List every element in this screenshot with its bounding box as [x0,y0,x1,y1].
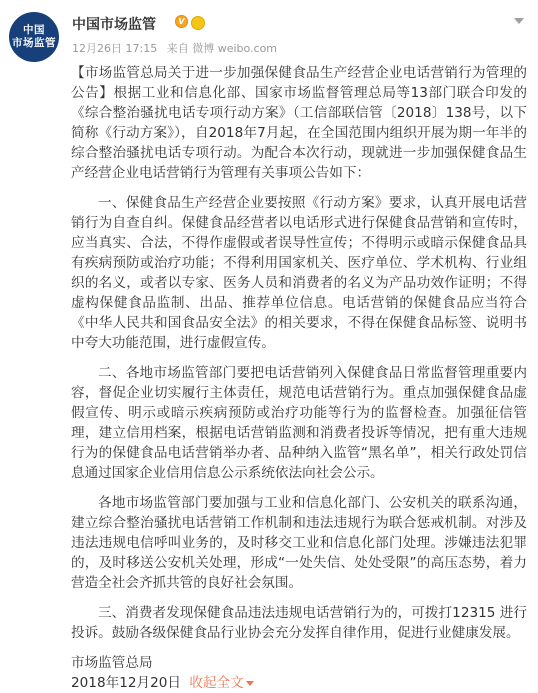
signature: 市场监管总局 [71,655,153,671]
post-content [71,63,527,693]
avatar-text-line2: 市场监管 [12,37,56,49]
member-smiley-icon[interactable] [191,16,205,30]
collapse-fulltext-label: 收起全文 [189,675,244,691]
signature-date: 2018年12月20日 [71,675,181,691]
collapse-fulltext-link[interactable] [189,675,253,691]
avatar-text-line1: 中国 [23,24,45,36]
post-header [0,0,538,62]
post-paragraph-4: 三、消费者发现保健食品违法违规电话营销行为的，可拨打12315 进行投诉。鼓励各级保健食品行业协会充分发挥自律作用，促进行业健康发展。 [71,605,527,641]
post-paragraph-intro: 【市场监管总局关于进一步加强保健食品生产经营企业电话营销行为管理的公告】根据工业和信息化部、国家市场监督管理总局等13部门联合印发的《综合整治骚扰电话专项行动方案》（工信部联信管〔2018〕138号，以下简称《行动方案》），自2018年7月起，在全国范围内组织开展为期一年半的综合整治骚扰电话专项行动。为配合本次行动，现就进一步加强保健食品生产经营企业电话营销行为管理有关事项公告如下： [71,65,527,181]
post-paragraph-2: 二、各地市场监管部门要把电话营销列入保健食品日常监督管理重要内容，督促企业切实履行主体责任，规范电话营销行为。重点加强保健食品虚假宣传、明示或暗示疾病预防或治疗功能等行为的监督检查。加强征信管理，建立信用档案，根据电话营销监测和消费者投诉等情况，把有重大违规行为的保健食品电话营销举办者、品种纳入监管“黑名单”，相关行政处罚信息通过国家企业信用信息公示系统依法向社会公示。 [71,365,527,481]
post-paragraph-3: 各地市场监管部门要加强与工业和信息化部门、公安机关的联系沟通，建立综合整治骚扰电话营销工作机制和违法违规行为联合惩戒机制。对涉及违法违规电信呼叫业务的，及时移交工业和信息化部门处理。涉嫌违法犯罪的，及时移送公安机关处理，形成“一处失信、处处受限”的高压态势，着力营造全社会齐抓共管的良好社会氛围。 [71,495,527,591]
chevron-down-icon[interactable] [514,18,524,24]
username-link[interactable]: 中国市场监管 [72,17,156,33]
post-meta [72,40,283,56]
post-source: 来自 微博 weibo.com [166,42,278,55]
post-paragraph-1: 一、保健食品生产经营企业要按照《行动方案》要求，认真开展电话营销行为自查自纠。保健食品经营者以电话形式进行保健食品营销和宣传时，应当真实、合法，不得作虚假或者误导性宣传；不得明示或暗示保健食品具有疾病预防或治疗功能；不得利用国家机关、医疗单位、学术机构、行业组织的名义，或者以专家、医务人员和消费者的名义为产品功效作证明；不得虚构保健食品监制、出品、推荐单位信息。电话营销的保健食品应当符合《中华人民共和国食品安全法》的相关要求，不得在保健食品标签、说明书中夸大功能范围，进行虚假宣传。 [71,195,527,351]
avatar[interactable] [9,12,59,62]
caret-up-icon [246,681,254,686]
post-footer [71,653,527,693]
verified-badge-icon[interactable]: V [175,15,188,28]
post-time-link[interactable]: 12月26日 17:15 [72,42,158,55]
